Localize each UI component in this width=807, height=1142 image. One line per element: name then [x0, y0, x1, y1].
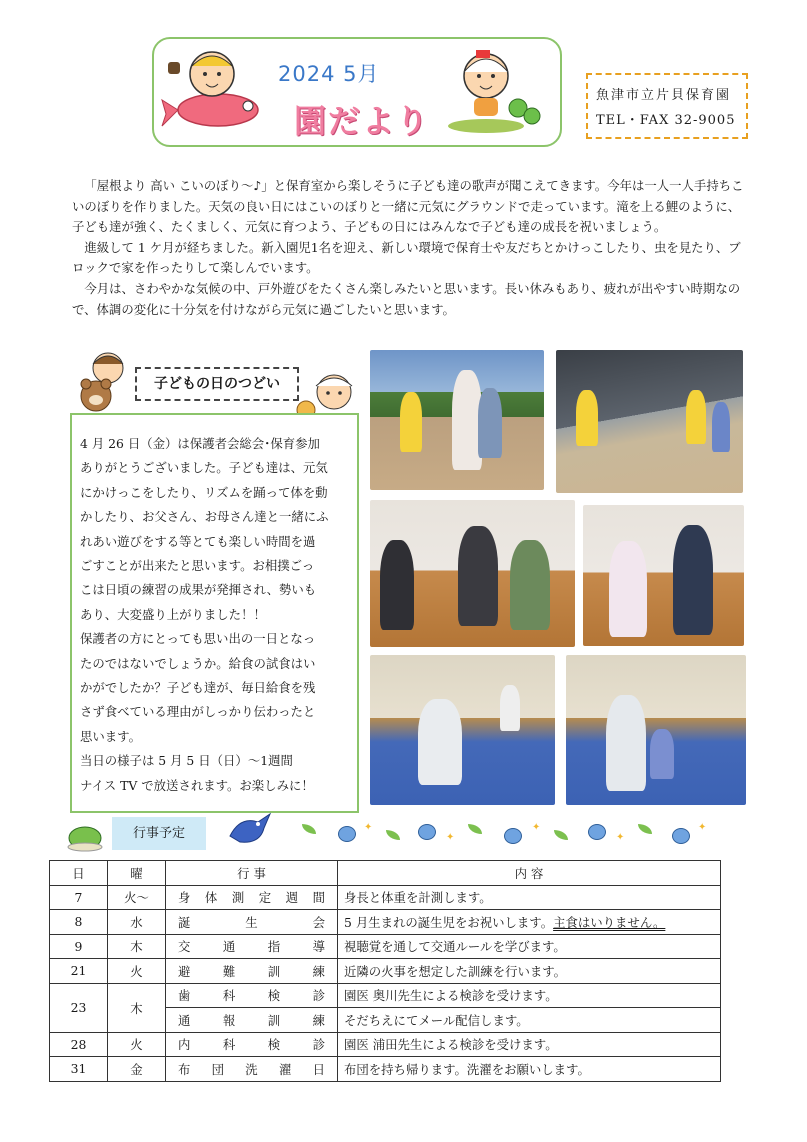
intro-text — [72, 176, 752, 320]
detail-emphasis: 主食はいりません。 — [553, 914, 666, 930]
table-row — [50, 983, 721, 1008]
table-row — [50, 934, 721, 959]
row-event: 通報訓練 — [166, 1008, 338, 1033]
table-row — [50, 885, 721, 910]
event-line: 保護者の方にとっても思い出の一日となっ — [80, 631, 316, 647]
row-event: 内科検診 — [166, 1032, 338, 1057]
bear-illustration — [74, 350, 138, 414]
table-row — [50, 1057, 721, 1082]
row-weekday: 水 — [108, 910, 166, 935]
bird-illustration — [226, 812, 272, 850]
row-weekday: 金 — [108, 1057, 166, 1082]
row-day: 21 — [50, 959, 108, 984]
event-line: ナイス TV で放送されます。お楽しみに！ — [80, 777, 314, 793]
row-detail — [338, 910, 721, 935]
decorative-border: ✦ ✦ ✦ ✦ ✦ — [298, 818, 724, 852]
header-day: 日 — [50, 861, 108, 886]
row-detail: そだちえにてメール配信します。 — [338, 1008, 721, 1033]
turtle-illustration — [66, 820, 104, 852]
row-day: 9 — [50, 934, 108, 959]
row-weekday: 木 — [108, 983, 166, 1032]
header-weekday: 曜 — [108, 861, 166, 886]
event-line: たのではないでしょうか。給食の試食はい — [80, 655, 316, 671]
row-detail: 園医 浦田先生による検診を受けます。 — [338, 1032, 721, 1057]
row-day: 31 — [50, 1057, 108, 1082]
row-weekday: 木 — [108, 934, 166, 959]
event-line: ごすことが出来たと思います。お相撲ごっ — [80, 558, 315, 574]
row-event: 交通指導 — [166, 934, 338, 959]
event-line: さず食べている理由がしっかり伝わったと — [80, 704, 316, 720]
row-weekday: 火～ — [108, 885, 166, 910]
newsletter-title: 園だより — [294, 102, 431, 140]
intro-paragraph: 進級して 1 ケ月が経ちました。新入園児1名を迎え、新しい環境で保育士や友だちとかけっこしたり、虫を見たり、ブロックで家を作ったりして楽しんでいます。 — [72, 239, 741, 276]
schedule-table — [49, 860, 721, 1082]
row-detail: 身長と体重を計測します。 — [338, 885, 721, 910]
event-line: 当日の様子は 5 月 5 日（日）～1週間 — [80, 753, 293, 769]
row-weekday: 火 — [108, 1032, 166, 1057]
table-header-row — [50, 861, 721, 886]
row-event: 避難訓練 — [166, 959, 338, 984]
row-detail: 園医 奥川先生による検診を受けます。 — [338, 983, 721, 1008]
event-line: にかけっこをしたり、リズムを踊って体を動 — [80, 484, 328, 500]
photo-sumo-2 — [566, 655, 746, 805]
row-day: 23 — [50, 983, 108, 1032]
row-weekday: 火 — [108, 959, 166, 984]
event-line: こは日頃の練習の成果が発揮され、勢いも — [80, 582, 317, 598]
detail-text: 5 月生まれの誕生児をお祝いします。 — [344, 914, 554, 930]
contact-frame — [586, 73, 748, 139]
photo-playground-run — [556, 350, 743, 493]
school-name: 魚津市立片貝保育園 — [596, 88, 732, 103]
photo-parent-play-1 — [370, 500, 575, 647]
row-event: 身体測定週間 — [166, 885, 338, 910]
issue-date: 2024 5月 — [278, 62, 380, 86]
row-event: 誕生会 — [166, 910, 338, 935]
event-title: 子どもの日のつどい — [135, 367, 299, 401]
event-line: 思います。 — [80, 728, 141, 744]
event-line: あり、大変盛り上がりました！！ — [80, 606, 266, 622]
table-row — [50, 1032, 721, 1057]
row-detail: 布団を持ち帰ります。洗濯をお願いします。 — [338, 1057, 721, 1082]
row-day: 8 — [50, 910, 108, 935]
event-line: れあい遊びをする等とても楽しい時間を過 — [80, 533, 316, 549]
table-row — [50, 910, 721, 935]
row-detail: 近隣の火事を想定した訓練を行います。 — [338, 959, 721, 984]
row-day: 28 — [50, 1032, 108, 1057]
event-line: かしたり、お父さん、お母さん達と一緒にふ — [80, 509, 329, 525]
photo-sumo-1 — [370, 655, 555, 805]
row-day: 7 — [50, 885, 108, 910]
header-detail: 内 容 — [338, 861, 721, 886]
table-row — [50, 959, 721, 984]
intro-paragraph: 今月は、さわやかな気候の中、戸外遊びをたくさん楽しみたいと思います。長い休みもあり、疲れが出やすい時期なので、体調の変化に十分気を付けながら元気に過ごしたいと思います。 — [72, 280, 741, 317]
frog-boy-illustration — [446, 46, 542, 134]
school-phone: TEL・FAX 32-9005 — [596, 113, 736, 128]
event-line: 4 月 26 日（金）は保護者会総会･保育参加 — [80, 436, 320, 451]
schedule-title: 行事予定 — [112, 817, 206, 850]
event-line: ありがとうございました。子ども達は、元気 — [80, 460, 328, 476]
row-event: 布団洗濯日 — [166, 1057, 338, 1082]
intro-paragraph: 「屋根より 高い こいのぼり～♪」と保育室から楽しそうに子ども達の歌声が聞こえてきます。今年は一人一人手持ちこいのぼりを作りました。天気の良い日にはこいのぼりと一緒に元気にグラウンドで走っています。滝を上る鯉のように、子ども達が強く、たくましく、元気に育つよう、子どもの日にはみんなで子ども達の成長を祝いましょう。 — [72, 178, 744, 235]
header-event: 行 事 — [166, 861, 338, 886]
photo-koinobori-run — [370, 350, 544, 490]
event-line: かがでしたか？子ども達が、毎日給食を残 — [80, 680, 316, 696]
event-report — [80, 432, 352, 798]
carp-boy-illustration — [160, 44, 260, 136]
photo-parent-play-2 — [583, 505, 744, 646]
row-event: 歯科検診 — [166, 983, 338, 1008]
row-detail: 視聴覚を通して交通ルールを学びます。 — [338, 934, 721, 959]
